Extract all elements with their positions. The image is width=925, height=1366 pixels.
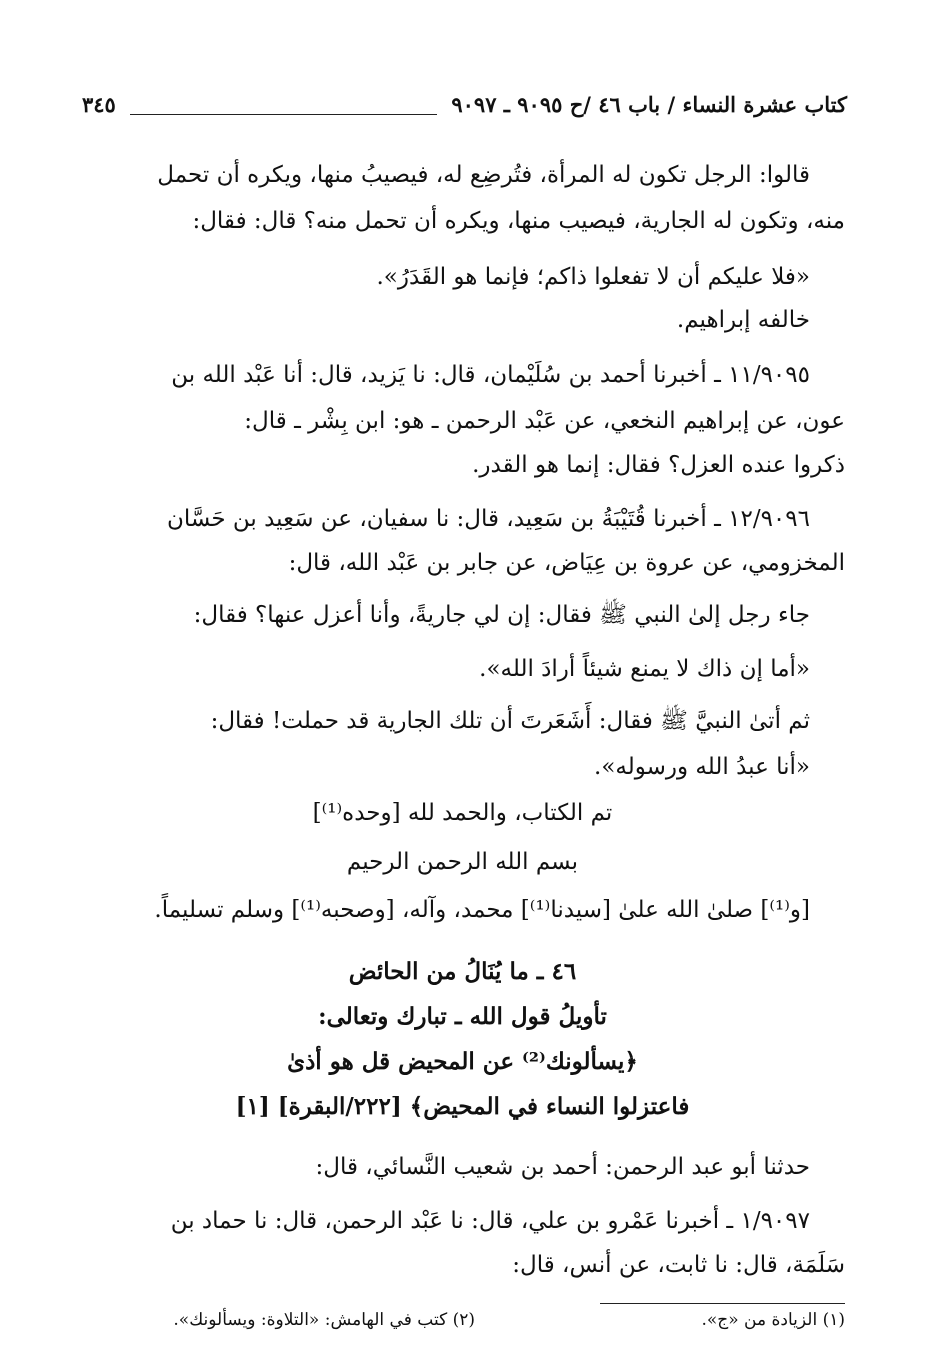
text-line: خالفه إبراهيم. [676,307,810,333]
hadith-line: ١١/٩٠٩٥ ـ أخبرنا أحمد بن سُلَيْمان، قال: نا يَزيد، قال: أنا عَبْد الله بن [171,362,810,388]
quran-verse-line: فاعتزلوا النساء في المحيض﴾ [٢٢٢/البقرة] [١] [235,1093,690,1120]
hadith-line: ١٢/٩٠٩٦ ـ أخبرنا قُتَيْبَةُ بن سَعِيد، قال: نا سفيان، عن سَعِيد بن حَسَّان [166,506,810,532]
footnote-rule [600,1303,845,1304]
text-line: عون، عن إبراهيم النخعي، عن عَبْد الرحمن ـ هو: ابن بِشْر ـ قال: [244,408,845,434]
hadith-line: ١/٩٠٩٧ ـ أخبرنا عَمْرو بن علي، قال: نا عَبْد الرحمن، قال: نا حماد بن [170,1208,810,1234]
text-line: ثم أتىٰ النبيَّ ﷺ فقال: أَشَعَرتَ أن تلك الجارية قد حملت! فقال: [210,708,810,734]
text-line: قالوا: الرجل تكون له المرأة، فتُرضِع له، فيصيبُ منها، ويكره أن تحمل [157,162,810,188]
text-line: حدثنا أبو عبد الرحمن: أحمد بن شعيب النَّسائي، قال: [315,1154,810,1180]
colophon-line: تم الكتاب، والحمد لله [وحده⁽¹⁾] [312,800,613,826]
text-line: ذكروا عنده العزل؟ فقال: إنما هو القدر. [472,452,845,478]
text-line: «أما إن ذاك لا يمنع شيئاً أرادَ الله». [479,656,810,682]
chapter-heading: ٤٦ ـ ما يُنَالُ من الحائض [348,958,577,985]
text-line: جاء رجل إلىٰ النبي ﷺ فقال: إن لي جاريةً، وأنا أعزل عنها؟ فقال: [193,602,810,628]
page-number: ٣٤٥ [82,92,116,117]
header-rule [130,114,437,115]
quran-verse-line: ﴿يسألونك⁽²⁾ عن المحيض قل هو أذىٰ [287,1048,638,1075]
running-header [82,92,847,126]
header-title: كتاب عشرة النساء / باب ٤٦ /ح ٩٠٩٥ ـ ٩٠٩٧ [451,92,847,117]
text-line: منه، وتكون له الجارية، فيصيب منها، ويكره أن تحمل منه؟ قال: فقال: [192,208,845,234]
footnote-1: (١) الزيادة من «ج». [701,1310,845,1330]
text-line: «أنا عبدُ الله ورسوله». [594,754,810,780]
salutation-line: [و⁽¹⁾] صلىٰ الله علىٰ [سيدنا⁽¹⁾] محمد، وآله، [وصحبه⁽¹⁾] وسلم تسليماً. [154,897,810,923]
text-line: المخزومي، عن عروة بن عِيَاض، عن جابر بن عَبْد الله، قال: [288,550,845,576]
basmala-line: بسم الله الرحمن الرحيم [346,849,579,875]
chapter-subheading: تأويلُ قول الله ـ تبارك وتعالى: [318,1003,607,1030]
footnote-2: (٢) كتب في الهامش: «التلاوة: ويسألونك». [173,1310,475,1330]
text-line: «فلا عليكم أن لا تفعلوا ذاكم؛ فإنما هو القَدَرُ». [376,264,810,290]
text-line: سَلَمَة، قال: نا ثابت، عن أنس، قال: [512,1252,845,1278]
